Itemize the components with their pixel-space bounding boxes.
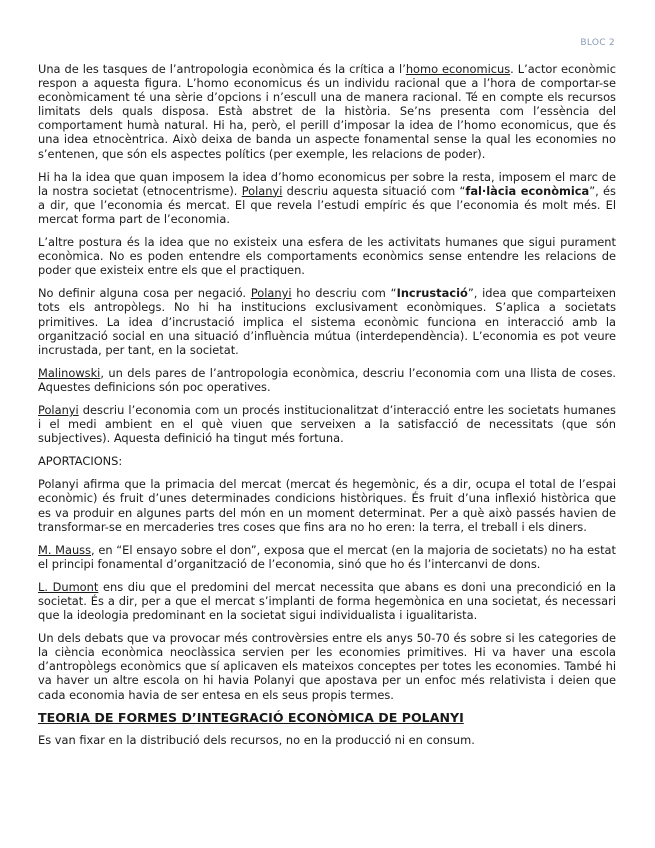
underlined-author: Malinowski bbox=[38, 365, 101, 380]
text-span: ”, és a dir, que l’economia és mercat. El que revela l’estudi empíric és que l’economia és molt més. El mercat forma part de l’economia. bbox=[38, 183, 616, 226]
text-span: ens diu que el predomini del mercat necessita que abans es doni una precondició en la societat. És a dir, per a que el mercat s’implanti de forma hegemònica en una societat, és necessari que la ideologia predominant en la societat sigui individualista i igualitarista. bbox=[38, 579, 617, 623]
text-span: No definir alguna cosa per negació. bbox=[38, 286, 251, 301]
text-span: Hi ha la idea que quan imposem la idea d’homo economicus per sobre la resta, imposem el marc de la nostra societat (etnocentrisme). bbox=[38, 169, 616, 198]
paragraph-aportacions-label: APORTACIONS: bbox=[38, 454, 123, 469]
underlined-term: homo economicus bbox=[405, 62, 511, 76]
underlined-author: Polanyi bbox=[38, 402, 79, 417]
underlined-author: Polanyi bbox=[250, 286, 292, 301]
bold-term: fal·làcia econòmica bbox=[465, 183, 590, 198]
paragraph-distribucio: Es van fixar en la distribució dels recursos, no en la producció ni en consum. bbox=[38, 732, 475, 747]
page-header-label: BLOC 2 bbox=[580, 38, 615, 48]
paragraph-incrustacio bbox=[38, 286, 616, 356]
paragraph-malinowski bbox=[38, 366, 616, 394]
underlined-author: M. Mauss bbox=[38, 542, 92, 557]
section-heading: TEORIA DE FORMES D’INTEGRACIÓ ECONÒMICA DE POLANYI bbox=[38, 709, 464, 725]
paragraph-polanyi-definicio bbox=[38, 403, 616, 445]
document-body bbox=[38, 62, 616, 756]
text-span: Una de les tasques de l’antropologia econòmica és la crítica a l’ bbox=[38, 62, 406, 76]
paragraph-mauss bbox=[38, 543, 616, 571]
text-span: descriu l’economia com un procés institucionalitzat d’interacció entre les societats humanes i el medi ambient en el què viuen que serveixen a la satisfacció de necessitats (que són subjectives). Aquesta definició ha tingut més fortuna. bbox=[38, 402, 616, 446]
paragraph-dumont bbox=[38, 580, 616, 622]
bold-term: Incrustació bbox=[396, 286, 468, 301]
underlined-author: Polanyi bbox=[241, 183, 283, 198]
text-span: descriu aquesta situació com “ bbox=[282, 183, 466, 198]
text-span: . L’actor econòmic respon a aquesta figura. L’homo economicus és un individu racional que a l’hora de comportar-se econòmicament té una sèrie d’opcions i n’escull una de manera racional. Té en compte els recursos limitats dels quals disposa. Està abstret de la història. Se’ns presenta com l’essència del comportament humà natural. Hi ha, però, el perill d’imposar la idea de l’homo economicus, que és una idea etnocèntrica. Això deixa de banda un aspecte fonamental sense la qual les economies no s’entenen, que són els aspectes polítics (per exemple, les relacions de poder). bbox=[38, 62, 616, 161]
paragraph-primacia-mercat: Polanyi afirma que la primacia del mercat (mercat és hegemònic, és a dir, ocupa el total de l’espai econòmic) és fruit d’unes determinades condicions històriques. És fruit d’una inflexió històrica que es va produir en algunes parts del món en un moment determinat. Per a què això passés havien de transformar-se en mercaderies tres coses que fins ara no ho eren: la terra, el treball i els diners. bbox=[38, 477, 616, 534]
text-span: ho descriu com “ bbox=[291, 286, 397, 301]
paragraph-homo-economicus bbox=[38, 62, 616, 161]
text-span: ”, idea que comparteixen tots els antropòlegs. No hi ha institucions exclusivament econòmiques. S’aplica a societats primitives. La idea d’incrustació implica el sistema econòmic funciona en interacció amb la organització social en una situació d’influència mútua (interdependència). L’economia es pot veure incrustada, per tant, en la societat. bbox=[38, 286, 617, 357]
text-span: , un dels pares de l’antropologia econòmica, descriu l’economia com una llista de coses. Aquestes definicions són poc operatives. bbox=[38, 365, 616, 394]
paragraph-debats: Un dels debats que va provocar més controvèrsies entre els anys 50-70 és sobre si les categories de la ciència econòmica neoclàssica servien per les economies primitives. Hi va haver una escola d’antropòlegs econòmics que sí aplicaven els mateixos conceptes per totes les economies. També hi va haver un altre escola on hi havia Polanyi que apostava per un enfoc més relativista i deien que cada economia havia de ser entesa en els seus propis termes. bbox=[38, 631, 616, 702]
text-span: , en “El ensayo sobre el don”, exposa que el mercat (en la majoria de societats) no ha estat el principi fonamental d’organització de l’economia, sinó que ho és l’intercanvi de dons. bbox=[38, 542, 617, 571]
paragraph-falacia-economica bbox=[38, 170, 616, 226]
paragraph-altre-postura: L’altre postura és la idea que no existeix una esfera de les activitats humanes que sigui purament econòmica. No es poden entendre els comportaments econòmics sense entendre les relacions de poder que existeix entre els que el practiquen. bbox=[38, 235, 616, 278]
underlined-author: L. Dumont bbox=[38, 579, 99, 594]
